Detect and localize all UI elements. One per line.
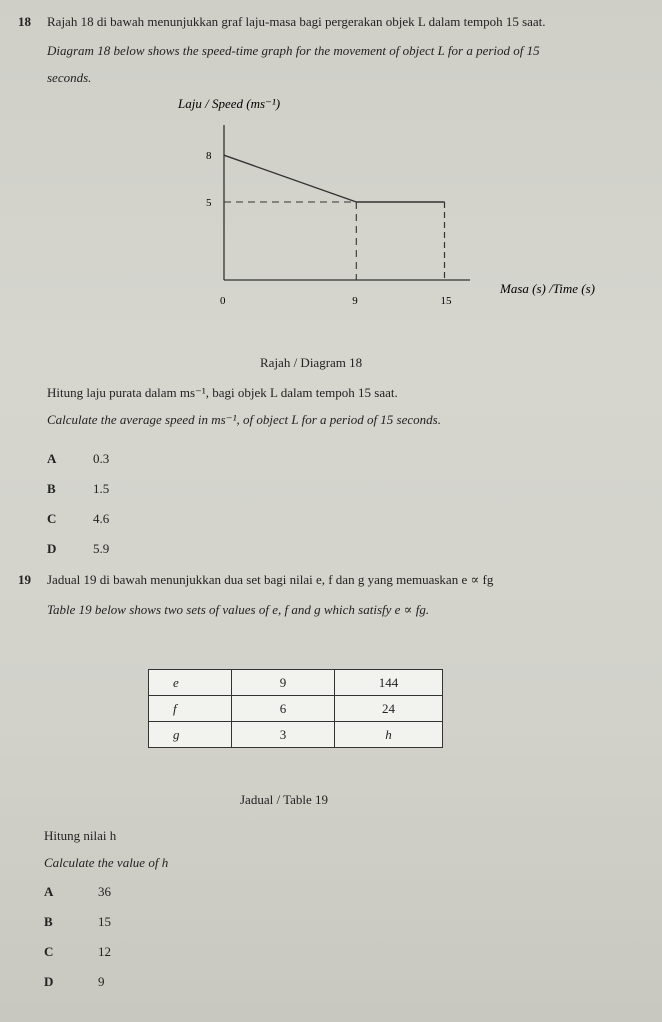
q19-table-caption: Jadual / Table 19 [240, 792, 329, 807]
q18-option-d-value: 5.9 [93, 541, 110, 556]
q19-option-d-letter: D [44, 974, 54, 989]
q19-question-english: Calculate the value of h [44, 855, 169, 870]
graph-x-axis-title: Masa (s) /Time (s) [500, 281, 595, 296]
x-tick-label: 9 [352, 295, 358, 307]
q19-option-b-letter: B [44, 914, 53, 929]
q19-number: 19 [18, 572, 31, 587]
y-tick-label: 5 [206, 197, 212, 209]
q18-option-c-value: 4.6 [93, 511, 110, 526]
q19-option-c-letter: C [44, 944, 54, 959]
q18-question-malay: Hitung laju purata dalam ms⁻¹, bagi objek L dalam tempoh 15 saat. [47, 385, 398, 400]
x-tick-label: 15 [440, 295, 452, 307]
table-row [149, 696, 443, 722]
table-19 [148, 669, 443, 748]
q19-option-d-value: 9 [98, 974, 105, 989]
x-tick-label: 0 [220, 295, 226, 307]
graph-y-axis-title: Laju / Speed (ms⁻¹) [178, 96, 281, 111]
graph-line-segment [224, 155, 356, 202]
q18-option-b-value: 1.5 [93, 481, 110, 496]
q18-option-a-value: 0.3 [93, 451, 110, 466]
q19-option-a-letter: A [44, 884, 54, 899]
speed-time-graph [160, 90, 640, 320]
q19-english-text: Table 19 below shows two sets of values of e, f and g which satisfy e ∝ fg. [47, 602, 430, 617]
q18-english-text-line2: seconds. [47, 70, 92, 85]
q18-question-english: Calculate the average speed in ms⁻¹, of object L for a period of 15 seconds. [47, 412, 441, 427]
q18-diagram-caption: Rajah / Diagram 18 [260, 355, 363, 370]
q18-option-a-letter: A [47, 451, 57, 466]
q19-option-a-value: 36 [98, 884, 111, 899]
table-cell: 24 [335, 696, 443, 722]
q18-malay-text: Rajah 18 di bawah menunjukkan graf laju-masa bagi pergerakan objek L dalam tempoh 15 saat. [47, 14, 546, 29]
q19-malay-text: Jadual 19 di bawah menunjukkan dua set bagi nilai e, f dan g yang memuaskan e ∝ fg [47, 572, 494, 587]
table-cell: e [149, 670, 232, 696]
q18-number: 18 [18, 14, 31, 29]
table-row [149, 670, 443, 696]
q18-english-text-line1: Diagram 18 below shows the speed-time graph for the movement of object L for a period of 15 [47, 43, 540, 58]
q18-option-b-letter: B [47, 481, 56, 496]
table-cell: 9 [232, 670, 335, 696]
q18-option-c-letter: C [47, 511, 57, 526]
table-cell: h [335, 722, 443, 748]
table-cell: 144 [335, 670, 443, 696]
table-cell: 3 [232, 722, 335, 748]
table-cell: 6 [232, 696, 335, 722]
q19-option-c-value: 12 [98, 944, 111, 959]
table-cell: f [149, 696, 232, 722]
q19-option-b-value: 15 [98, 914, 111, 929]
table-cell: g [149, 722, 232, 748]
q19-question-malay: Hitung nilai h [44, 828, 117, 843]
table-row [149, 722, 443, 748]
y-tick-label: 8 [206, 150, 212, 163]
q18-option-d-letter: D [47, 541, 57, 556]
